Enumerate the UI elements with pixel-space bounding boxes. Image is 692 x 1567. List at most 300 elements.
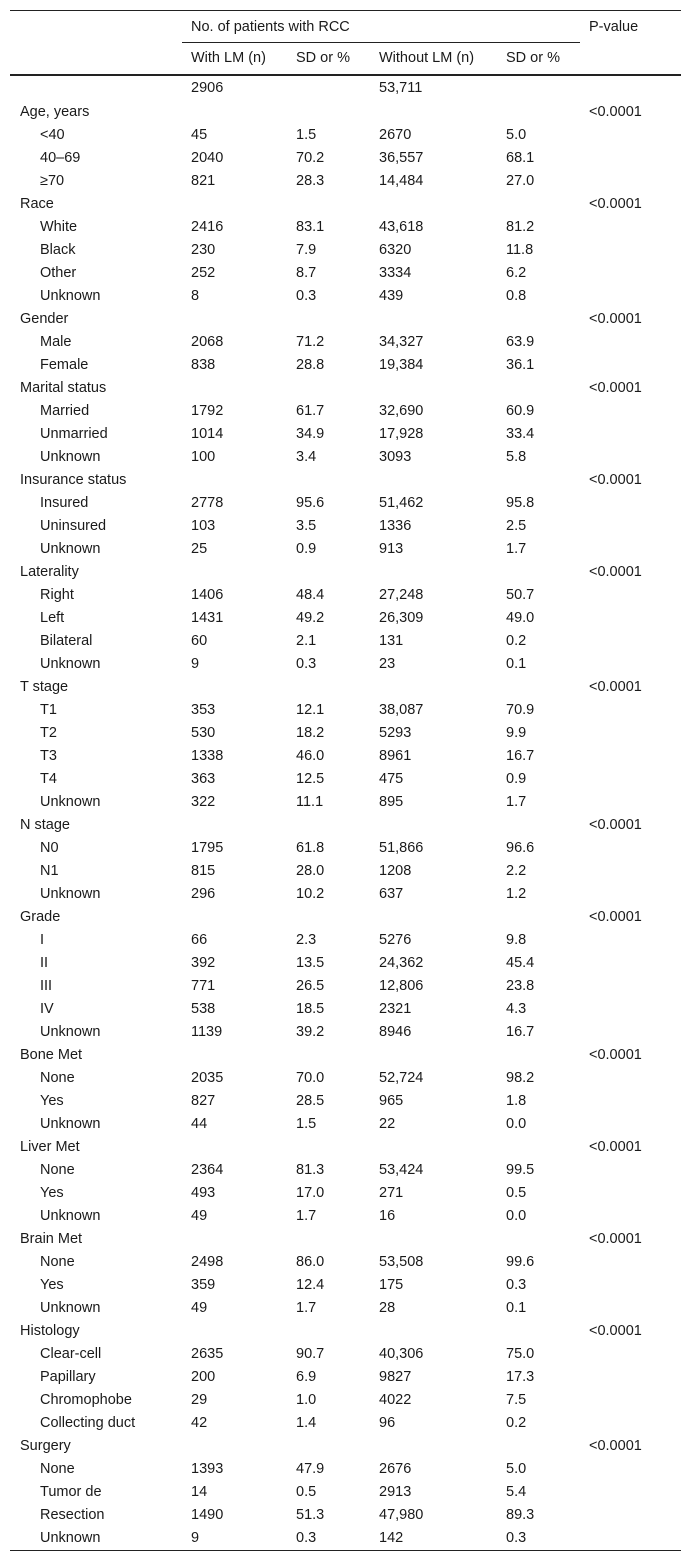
- row-without-percent: 11.8: [506, 242, 534, 258]
- row-without-count: 3093: [379, 449, 412, 465]
- row-label: None: [40, 1254, 75, 1270]
- row-with-percent: 83.1: [296, 219, 325, 235]
- row-label: Unmarried: [40, 426, 108, 442]
- row-with-percent: 46.0: [296, 748, 325, 764]
- row-without-percent: 60.9: [506, 403, 535, 419]
- row-label: None: [40, 1461, 75, 1477]
- row-without-percent: 98.2: [506, 1070, 535, 1086]
- row-with-count: 49: [191, 1208, 208, 1224]
- row-with-count: 25: [191, 541, 208, 557]
- row-label: Left: [40, 610, 65, 626]
- table-row: [10, 883, 681, 906]
- row-with-percent: 61.8: [296, 840, 325, 856]
- table-row: [10, 998, 681, 1021]
- row-with-count: 538: [191, 1001, 216, 1017]
- table-row: [10, 1412, 681, 1435]
- row-without-count: 131: [379, 633, 404, 649]
- row-label: Unknown: [40, 1116, 101, 1132]
- row-without-percent: 16.7: [506, 748, 535, 764]
- row-without-percent: 7.5: [506, 1392, 527, 1408]
- section-row: [10, 1044, 681, 1067]
- row-without-count: 4022: [379, 1392, 412, 1408]
- row-with-count: 296: [191, 886, 216, 902]
- row-with-count: 1792: [191, 403, 224, 419]
- table-row: [10, 1113, 681, 1136]
- table-row: [10, 791, 681, 814]
- row-with-count: 9: [191, 1530, 200, 1546]
- table-row: [10, 630, 681, 653]
- row-without-percent: 9.9: [506, 725, 527, 741]
- section-row: [10, 308, 681, 331]
- table-row: [10, 1504, 681, 1527]
- row-without-count: 17,928: [379, 426, 424, 442]
- row-without-count: 23: [379, 656, 396, 672]
- row-without-percent: 0.1: [506, 1300, 527, 1316]
- section-row: [10, 377, 681, 400]
- row-without-count: 8961: [379, 748, 412, 764]
- row-label: Right: [40, 587, 74, 603]
- section-row: [10, 814, 681, 837]
- row-without-count: 14,484: [379, 173, 424, 189]
- row-label: Resection: [40, 1507, 105, 1523]
- row-with-count: 200: [191, 1369, 216, 1385]
- section-pvalue: <0.0001: [589, 564, 642, 580]
- row-with-percent: 1.5: [296, 1116, 317, 1132]
- row-without-count: 16: [379, 1208, 396, 1224]
- table-row: [10, 492, 681, 515]
- section-row: [10, 1320, 681, 1343]
- row-without-percent: 95.8: [506, 495, 535, 511]
- table-row: [10, 515, 681, 538]
- row-without-percent: 50.7: [506, 587, 535, 603]
- section-label: Brain Met: [20, 1231, 83, 1247]
- row-with-percent: 47.9: [296, 1461, 325, 1477]
- row-with-count: 1393: [191, 1461, 224, 1477]
- row-without-count: 24,362: [379, 955, 424, 971]
- row-label: Unknown: [40, 1208, 101, 1224]
- row-with-count: 359: [191, 1277, 216, 1293]
- row-with-percent: 3.4: [296, 449, 317, 465]
- section-pvalue: <0.0001: [589, 1438, 642, 1454]
- row-with-percent: 17.0: [296, 1185, 325, 1201]
- row-label: Unknown: [40, 1024, 101, 1040]
- row-without-count: 637: [379, 886, 404, 902]
- row-with-count: 1139: [191, 1024, 223, 1040]
- row-without-percent: 0.1: [506, 656, 527, 672]
- table-row: [10, 1366, 681, 1389]
- row-label: N1: [40, 863, 59, 879]
- row-with-percent: 12.4: [296, 1277, 325, 1293]
- row-with-percent: 28.5: [296, 1093, 325, 1109]
- header-row-columns: [10, 43, 681, 76]
- row-without-count: 142: [379, 1530, 404, 1546]
- row-label: III: [40, 978, 53, 994]
- section-row: [10, 906, 681, 929]
- row-without-count: 12,806: [379, 978, 424, 994]
- row-label: I: [40, 932, 45, 948]
- row-without-percent: 27.0: [506, 173, 535, 189]
- row-without-percent: 2.5: [506, 518, 527, 534]
- row-without-count: 9827: [379, 1369, 412, 1385]
- row-without-percent: 5.0: [506, 1461, 527, 1477]
- row-without-percent: 99.6: [506, 1254, 535, 1270]
- table-row: [10, 239, 681, 262]
- row-without-count: 40,306: [379, 1346, 424, 1362]
- section-row: [10, 1228, 681, 1251]
- row-with-percent: 1.4: [296, 1415, 317, 1431]
- row-with-count: 42: [191, 1415, 208, 1431]
- row-with-percent: 10.2: [296, 886, 325, 902]
- row-label: Chromophobe: [40, 1392, 132, 1408]
- row-label: Other: [40, 265, 77, 281]
- row-with-percent: 13.5: [296, 955, 325, 971]
- table-row: [10, 423, 681, 446]
- row-with-percent: 86.0: [296, 1254, 325, 1270]
- table-row: [10, 929, 681, 952]
- row-with-percent: 1.5: [296, 127, 317, 143]
- row-without-percent: 33.4: [506, 426, 535, 442]
- row-without-count: 175: [379, 1277, 404, 1293]
- row-without-count: 271: [379, 1185, 404, 1201]
- row-without-percent: 68.1: [506, 150, 535, 166]
- table-row: [10, 952, 681, 975]
- row-without-count: 26,309: [379, 610, 424, 626]
- row-without-percent: 0.3: [506, 1277, 527, 1293]
- row-without-percent: 0.2: [506, 1415, 527, 1431]
- row-without-count: 913: [379, 541, 404, 557]
- row-with-percent: 18.5: [296, 1001, 325, 1017]
- section-row: [10, 1136, 681, 1159]
- row-with-count: 252: [191, 265, 216, 281]
- row-with-percent: 2.1: [296, 633, 317, 649]
- section-pvalue: <0.0001: [589, 679, 642, 695]
- col-sd1-header: SD or %: [296, 50, 350, 66]
- col-without-header: Without LM (n): [379, 50, 475, 66]
- table-row: [10, 1182, 681, 1205]
- row-with-count: 827: [191, 1093, 216, 1109]
- row-without-count: 43,618: [379, 219, 424, 235]
- row-without-percent: 17.3: [506, 1369, 535, 1385]
- row-without-count: 965: [379, 1093, 404, 1109]
- row-without-percent: 9.8: [506, 932, 527, 948]
- row-label: White: [40, 219, 78, 235]
- row-with-count: 363: [191, 771, 216, 787]
- row-without-percent: 99.5: [506, 1162, 535, 1178]
- row-with-count: 493: [191, 1185, 216, 1201]
- row-with-count: 14: [191, 1484, 208, 1500]
- section-label: Age, years: [20, 104, 90, 120]
- row-without-percent: 89.3: [506, 1507, 535, 1523]
- row-label: Unknown: [40, 656, 101, 672]
- table-body: [10, 101, 681, 1550]
- row-without-percent: 5.0: [506, 127, 527, 143]
- section-pvalue: <0.0001: [589, 104, 642, 120]
- row-label: Unknown: [40, 449, 101, 465]
- row-label: Collecting duct: [40, 1415, 136, 1431]
- row-without-percent: 70.9: [506, 702, 535, 718]
- row-with-count: 392: [191, 955, 216, 971]
- row-with-count: 45: [191, 127, 208, 143]
- row-with-percent: 95.6: [296, 495, 325, 511]
- row-without-count: 2676: [379, 1461, 412, 1477]
- table-row: [10, 1067, 681, 1090]
- table-row: [10, 1159, 681, 1182]
- section-label: Histology: [20, 1323, 80, 1339]
- table-row: [10, 1274, 681, 1297]
- row-without-percent: 0.8: [506, 288, 527, 304]
- section-label: Marital status: [20, 380, 107, 396]
- row-without-percent: 96.6: [506, 840, 535, 856]
- row-label: Unknown: [40, 794, 101, 810]
- section-row: [10, 1435, 681, 1458]
- row-without-count: 38,087: [379, 702, 424, 718]
- row-label: Uninsured: [40, 518, 107, 534]
- table-row: [10, 1021, 681, 1044]
- row-label: Tumor de: [40, 1484, 102, 1500]
- row-with-count: 322: [191, 794, 216, 810]
- row-without-count: 52,724: [379, 1070, 424, 1086]
- row-with-percent: 28.0: [296, 863, 325, 879]
- table-row: [10, 607, 681, 630]
- row-without-count: 36,557: [379, 150, 424, 166]
- section-pvalue: <0.0001: [589, 472, 642, 488]
- row-label: Unknown: [40, 1530, 101, 1546]
- row-with-percent: 90.7: [296, 1346, 325, 1362]
- row-with-percent: 51.3: [296, 1507, 325, 1523]
- row-without-percent: 0.0: [506, 1116, 527, 1132]
- row-with-count: 2035: [191, 1070, 224, 1086]
- row-without-count: 53,508: [379, 1254, 424, 1270]
- row-label: Yes: [40, 1185, 64, 1201]
- row-without-percent: 0.5: [506, 1185, 527, 1201]
- row-with-count: 1490: [191, 1507, 224, 1523]
- row-with-count: 66: [191, 932, 208, 948]
- row-with-count: 2416: [191, 219, 224, 235]
- row-label: T4: [40, 771, 57, 787]
- table-row: [10, 653, 681, 676]
- row-with-count: 100: [191, 449, 216, 465]
- row-without-percent: 2.2: [506, 863, 527, 879]
- section-row: [10, 561, 681, 584]
- table-row: [10, 768, 681, 791]
- row-label: 40–69: [40, 150, 81, 166]
- row-with-percent: 26.5: [296, 978, 325, 994]
- table-row: [10, 216, 681, 239]
- row-without-percent: 36.1: [506, 357, 535, 373]
- row-without-count: 5293: [379, 725, 412, 741]
- table-row: [10, 147, 681, 170]
- row-with-percent: 6.9: [296, 1369, 317, 1385]
- section-pvalue: <0.0001: [589, 817, 642, 833]
- row-with-percent: 0.3: [296, 288, 317, 304]
- row-label: Yes: [40, 1277, 64, 1293]
- row-with-percent: 28.8: [296, 357, 325, 373]
- row-without-percent: 5.4: [506, 1484, 527, 1500]
- row-with-count: 1406: [191, 587, 224, 603]
- table-row: [10, 538, 681, 561]
- table-row: [10, 1205, 681, 1228]
- table-row: [10, 1481, 681, 1504]
- row-without-count: 51,462: [379, 495, 424, 511]
- total-without: 53,711: [379, 80, 423, 96]
- table-row: [10, 1090, 681, 1113]
- row-with-count: 1014: [191, 426, 224, 442]
- section-label: N stage: [20, 817, 70, 833]
- row-without-percent: 5.8: [506, 449, 527, 465]
- row-with-count: 771: [191, 978, 216, 994]
- row-label: Male: [40, 334, 72, 350]
- row-label: Unknown: [40, 541, 101, 557]
- pvalue-header: P-value: [589, 19, 639, 35]
- row-with-percent: 39.2: [296, 1024, 325, 1040]
- section-pvalue: <0.0001: [589, 311, 642, 327]
- row-without-count: 2913: [379, 1484, 412, 1500]
- col-sd2-header: SD or %: [506, 50, 560, 66]
- section-label: Insurance status: [20, 472, 127, 488]
- row-with-count: 2040: [191, 150, 224, 166]
- row-label: Papillary: [40, 1369, 96, 1385]
- section-pvalue: <0.0001: [589, 380, 642, 396]
- row-without-count: 27,248: [379, 587, 424, 603]
- row-with-percent: 1.7: [296, 1208, 317, 1224]
- row-label: Married: [40, 403, 90, 419]
- table-row: [10, 1251, 681, 1274]
- group-header: No. of patients with RCC: [191, 19, 350, 35]
- table-row: [10, 354, 681, 377]
- table-row: [10, 699, 681, 722]
- row-without-percent: 63.9: [506, 334, 535, 350]
- row-with-count: 2635: [191, 1346, 224, 1362]
- table-row: [10, 1389, 681, 1412]
- section-pvalue: <0.0001: [589, 196, 642, 212]
- section-row: [10, 101, 681, 124]
- row-with-count: 9: [191, 656, 200, 672]
- row-without-count: 8946: [379, 1024, 412, 1040]
- row-with-percent: 34.9: [296, 426, 325, 442]
- row-without-count: 2670: [379, 127, 412, 143]
- row-label: Insured: [40, 495, 89, 511]
- row-with-percent: 12.1: [296, 702, 325, 718]
- row-with-count: 2068: [191, 334, 224, 350]
- row-with-count: 49: [191, 1300, 208, 1316]
- section-row: [10, 676, 681, 699]
- table-row: [10, 285, 681, 308]
- section-label: Liver Met: [20, 1139, 80, 1155]
- row-without-percent: 45.4: [506, 955, 535, 971]
- row-without-count: 439: [379, 288, 404, 304]
- row-with-count: 8: [191, 288, 200, 304]
- row-label: ≥70: [40, 173, 65, 189]
- table-row: [10, 584, 681, 607]
- section-label: Bone Met: [20, 1047, 83, 1063]
- row-label: Black: [40, 242, 76, 258]
- row-with-percent: 70.2: [296, 150, 325, 166]
- row-without-count: 1208: [379, 863, 412, 879]
- row-label: T2: [40, 725, 57, 741]
- section-label: T stage: [20, 679, 69, 695]
- row-with-count: 44: [191, 1116, 208, 1132]
- section-pvalue: <0.0001: [589, 1047, 642, 1063]
- row-without-count: 28: [379, 1300, 396, 1316]
- table-row: [10, 446, 681, 469]
- row-label: Yes: [40, 1093, 64, 1109]
- table-row: [10, 400, 681, 423]
- col-with-header: With LM (n): [191, 50, 266, 66]
- row-with-percent: 11.1: [296, 794, 324, 810]
- row-with-count: 815: [191, 863, 216, 879]
- row-with-count: 2778: [191, 495, 224, 511]
- table-row: [10, 837, 681, 860]
- row-without-count: 96: [379, 1415, 396, 1431]
- row-with-percent: 0.3: [296, 656, 317, 672]
- totals-row: [10, 76, 681, 101]
- row-label: Bilateral: [40, 633, 93, 649]
- row-with-count: 530: [191, 725, 216, 741]
- row-label: Unknown: [40, 1300, 101, 1316]
- row-with-percent: 71.2: [296, 334, 325, 350]
- section-row: [10, 193, 681, 216]
- row-with-percent: 0.3: [296, 1530, 317, 1546]
- row-without-count: 5276: [379, 932, 412, 948]
- table-row: [10, 1343, 681, 1366]
- row-without-percent: 1.2: [506, 886, 527, 902]
- table-row: [10, 860, 681, 883]
- section-pvalue: <0.0001: [589, 1139, 642, 1155]
- table-row: [10, 722, 681, 745]
- row-without-percent: 1.7: [506, 541, 527, 557]
- section-label: Race: [20, 196, 54, 212]
- row-without-percent: 75.0: [506, 1346, 535, 1362]
- row-label: <40: [40, 127, 65, 143]
- row-label: Unknown: [40, 886, 101, 902]
- row-label: T3: [40, 748, 57, 764]
- row-without-percent: 0.2: [506, 633, 527, 649]
- row-without-count: 3334: [379, 265, 412, 281]
- row-with-percent: 1.7: [296, 1300, 317, 1316]
- row-with-percent: 61.7: [296, 403, 325, 419]
- row-with-percent: 12.5: [296, 771, 325, 787]
- row-without-count: 53,424: [379, 1162, 424, 1178]
- row-without-percent: 49.0: [506, 610, 535, 626]
- table-row: [10, 262, 681, 285]
- row-without-percent: 4.3: [506, 1001, 527, 1017]
- row-with-count: 821: [191, 173, 216, 189]
- row-with-percent: 3.5: [296, 518, 317, 534]
- row-without-percent: 6.2: [506, 265, 527, 281]
- section-row: [10, 469, 681, 492]
- row-without-count: 1336: [379, 518, 412, 534]
- row-label: None: [40, 1070, 75, 1086]
- row-with-count: 838: [191, 357, 216, 373]
- row-without-count: 475: [379, 771, 404, 787]
- row-with-percent: 81.3: [296, 1162, 325, 1178]
- row-with-count: 2364: [191, 1162, 224, 1178]
- row-with-count: 29: [191, 1392, 208, 1408]
- row-label: None: [40, 1162, 75, 1178]
- table-row: [10, 1527, 681, 1550]
- row-with-count: 60: [191, 633, 208, 649]
- row-without-percent: 23.8: [506, 978, 535, 994]
- row-with-count: 1431: [191, 610, 224, 626]
- section-label: Gender: [20, 311, 69, 327]
- row-with-count: 1795: [191, 840, 224, 856]
- table-row: [10, 745, 681, 768]
- table-row: [10, 170, 681, 193]
- row-with-percent: 8.7: [296, 265, 317, 281]
- section-pvalue: <0.0001: [589, 909, 642, 925]
- table-row: [10, 975, 681, 998]
- section-label: Grade: [20, 909, 61, 925]
